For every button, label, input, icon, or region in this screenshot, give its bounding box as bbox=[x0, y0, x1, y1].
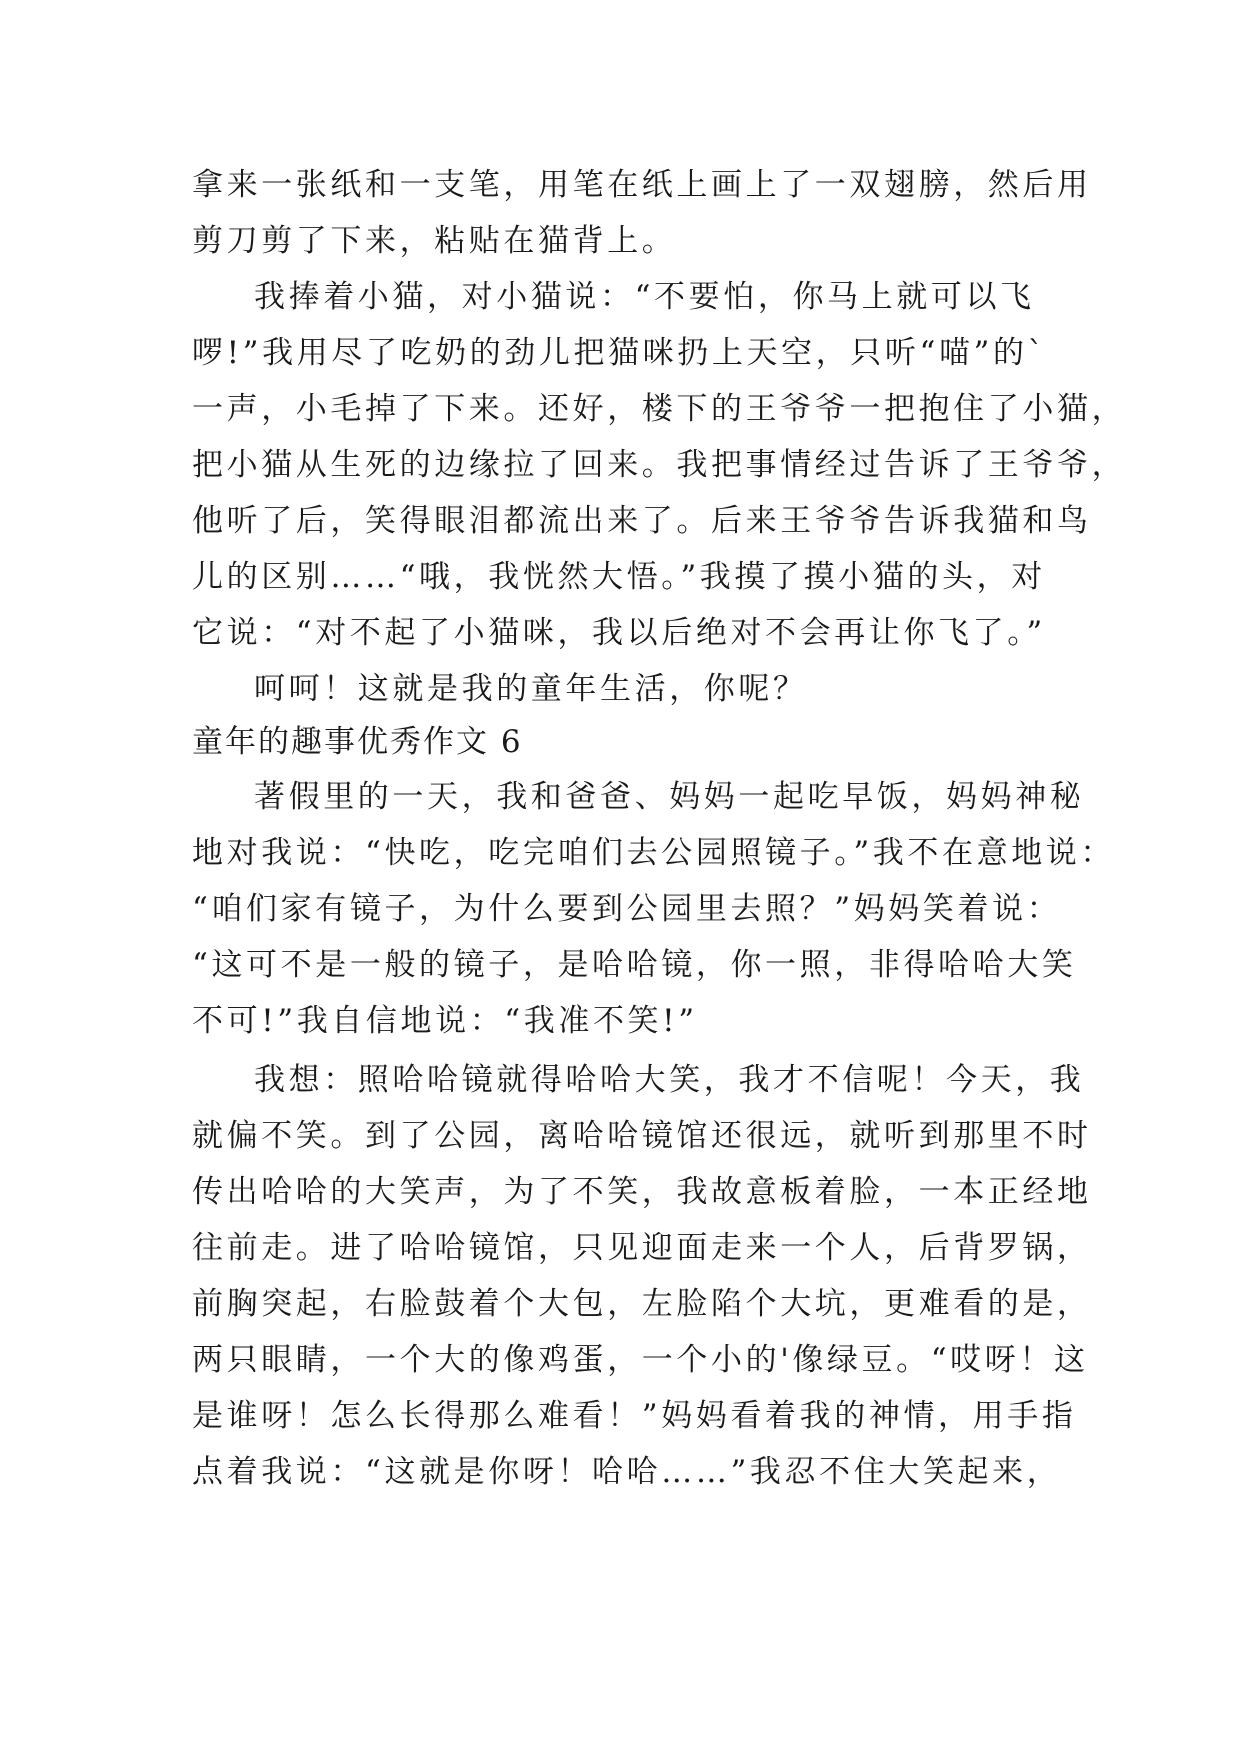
text-line: “咱们家有镜子，为什么要到公园里去照？”妈妈笑着说： bbox=[192, 891, 1062, 927]
text-line: 拿来一张纸和一支笔，用笔在纸上画上了一双翅膀，然后用 bbox=[192, 167, 1092, 203]
text-line: 他听了后，笑得眼泪都流出来了。后来王爷爷告诉我猫和鸟 bbox=[192, 503, 1092, 539]
text-line: 是谁呀！怎么长得那么难看！”妈妈看着我的神情，用手指 bbox=[192, 1398, 1077, 1434]
text-line: 一声，小毛掉了下来。还好，楼下的王爷爷一把抱住了小猫， bbox=[192, 391, 1127, 427]
text-line: 两只眼睛，一个大的像鸡蛋，一个小的'像绿豆。“哎呀！这 bbox=[192, 1342, 1089, 1378]
paragraph-first-line: 我捧着小猫，对小猫说：“不要怕，你马上就可以飞 bbox=[254, 279, 1035, 315]
text-line: 地对我说：“快吃，吃完咱们去公园照镜子。”我不在意地说： bbox=[192, 835, 1115, 871]
text-line: 把小猫从生死的边缘拉了回来。我把事情经过告诉了王爷爷， bbox=[192, 447, 1127, 483]
text-line: 儿的区别……“哦，我恍然大悟。”我摸了摸小猫的头，对 bbox=[192, 559, 1046, 595]
text-line: “这可不是一般的镜子，是哈哈镜，你一照，非得哈哈大笑 bbox=[192, 947, 1077, 983]
text-line: 不可!”我自信地说：“我准不笑!” bbox=[192, 1003, 698, 1039]
text-line: 点着我说：“这就是你呀！哈哈……”我忍不住大笑起来， bbox=[192, 1454, 1062, 1490]
text-line: 就偏不笑。到了公园，离哈哈镜馆还很远，就听到那里不时 bbox=[192, 1118, 1092, 1154]
text-line: 它说：“对不起了小猫咪，我以后绝对不会再让你飞了。” bbox=[192, 615, 1046, 651]
paragraph-first-line: 我想：照哈哈镜就得哈哈大笑，我才不信呢！今天，我 bbox=[254, 1062, 1085, 1098]
paragraph-first-line: 著假里的一天，我和爸爸、妈妈一起吃早饭，妈妈神秘 bbox=[254, 779, 1085, 815]
text-line: 往前走。进了哈哈镜馆，只见迎面走来一个人，后背罗锅， bbox=[192, 1230, 1092, 1266]
text-line: 啰!”我用尽了吃奶的劲儿把猫咪扔上天空，只听“喵”的` bbox=[192, 335, 1047, 371]
paragraph-first-line: 呵呵！这就是我的童年生活，你呢？ bbox=[254, 671, 808, 707]
text-line: 前胸突起，右脸鼓着个大包，左脸陷个大坑，更难看的是， bbox=[192, 1286, 1092, 1322]
text-line: 剪刀剪了下来，粘贴在猫背上。 bbox=[192, 223, 677, 259]
section-heading: 童年的趣事优秀作文 6 bbox=[192, 724, 523, 760]
text-line: 传出哈哈的大笑声，为了不笑，我故意板着脸，一本正经地 bbox=[192, 1174, 1092, 1210]
